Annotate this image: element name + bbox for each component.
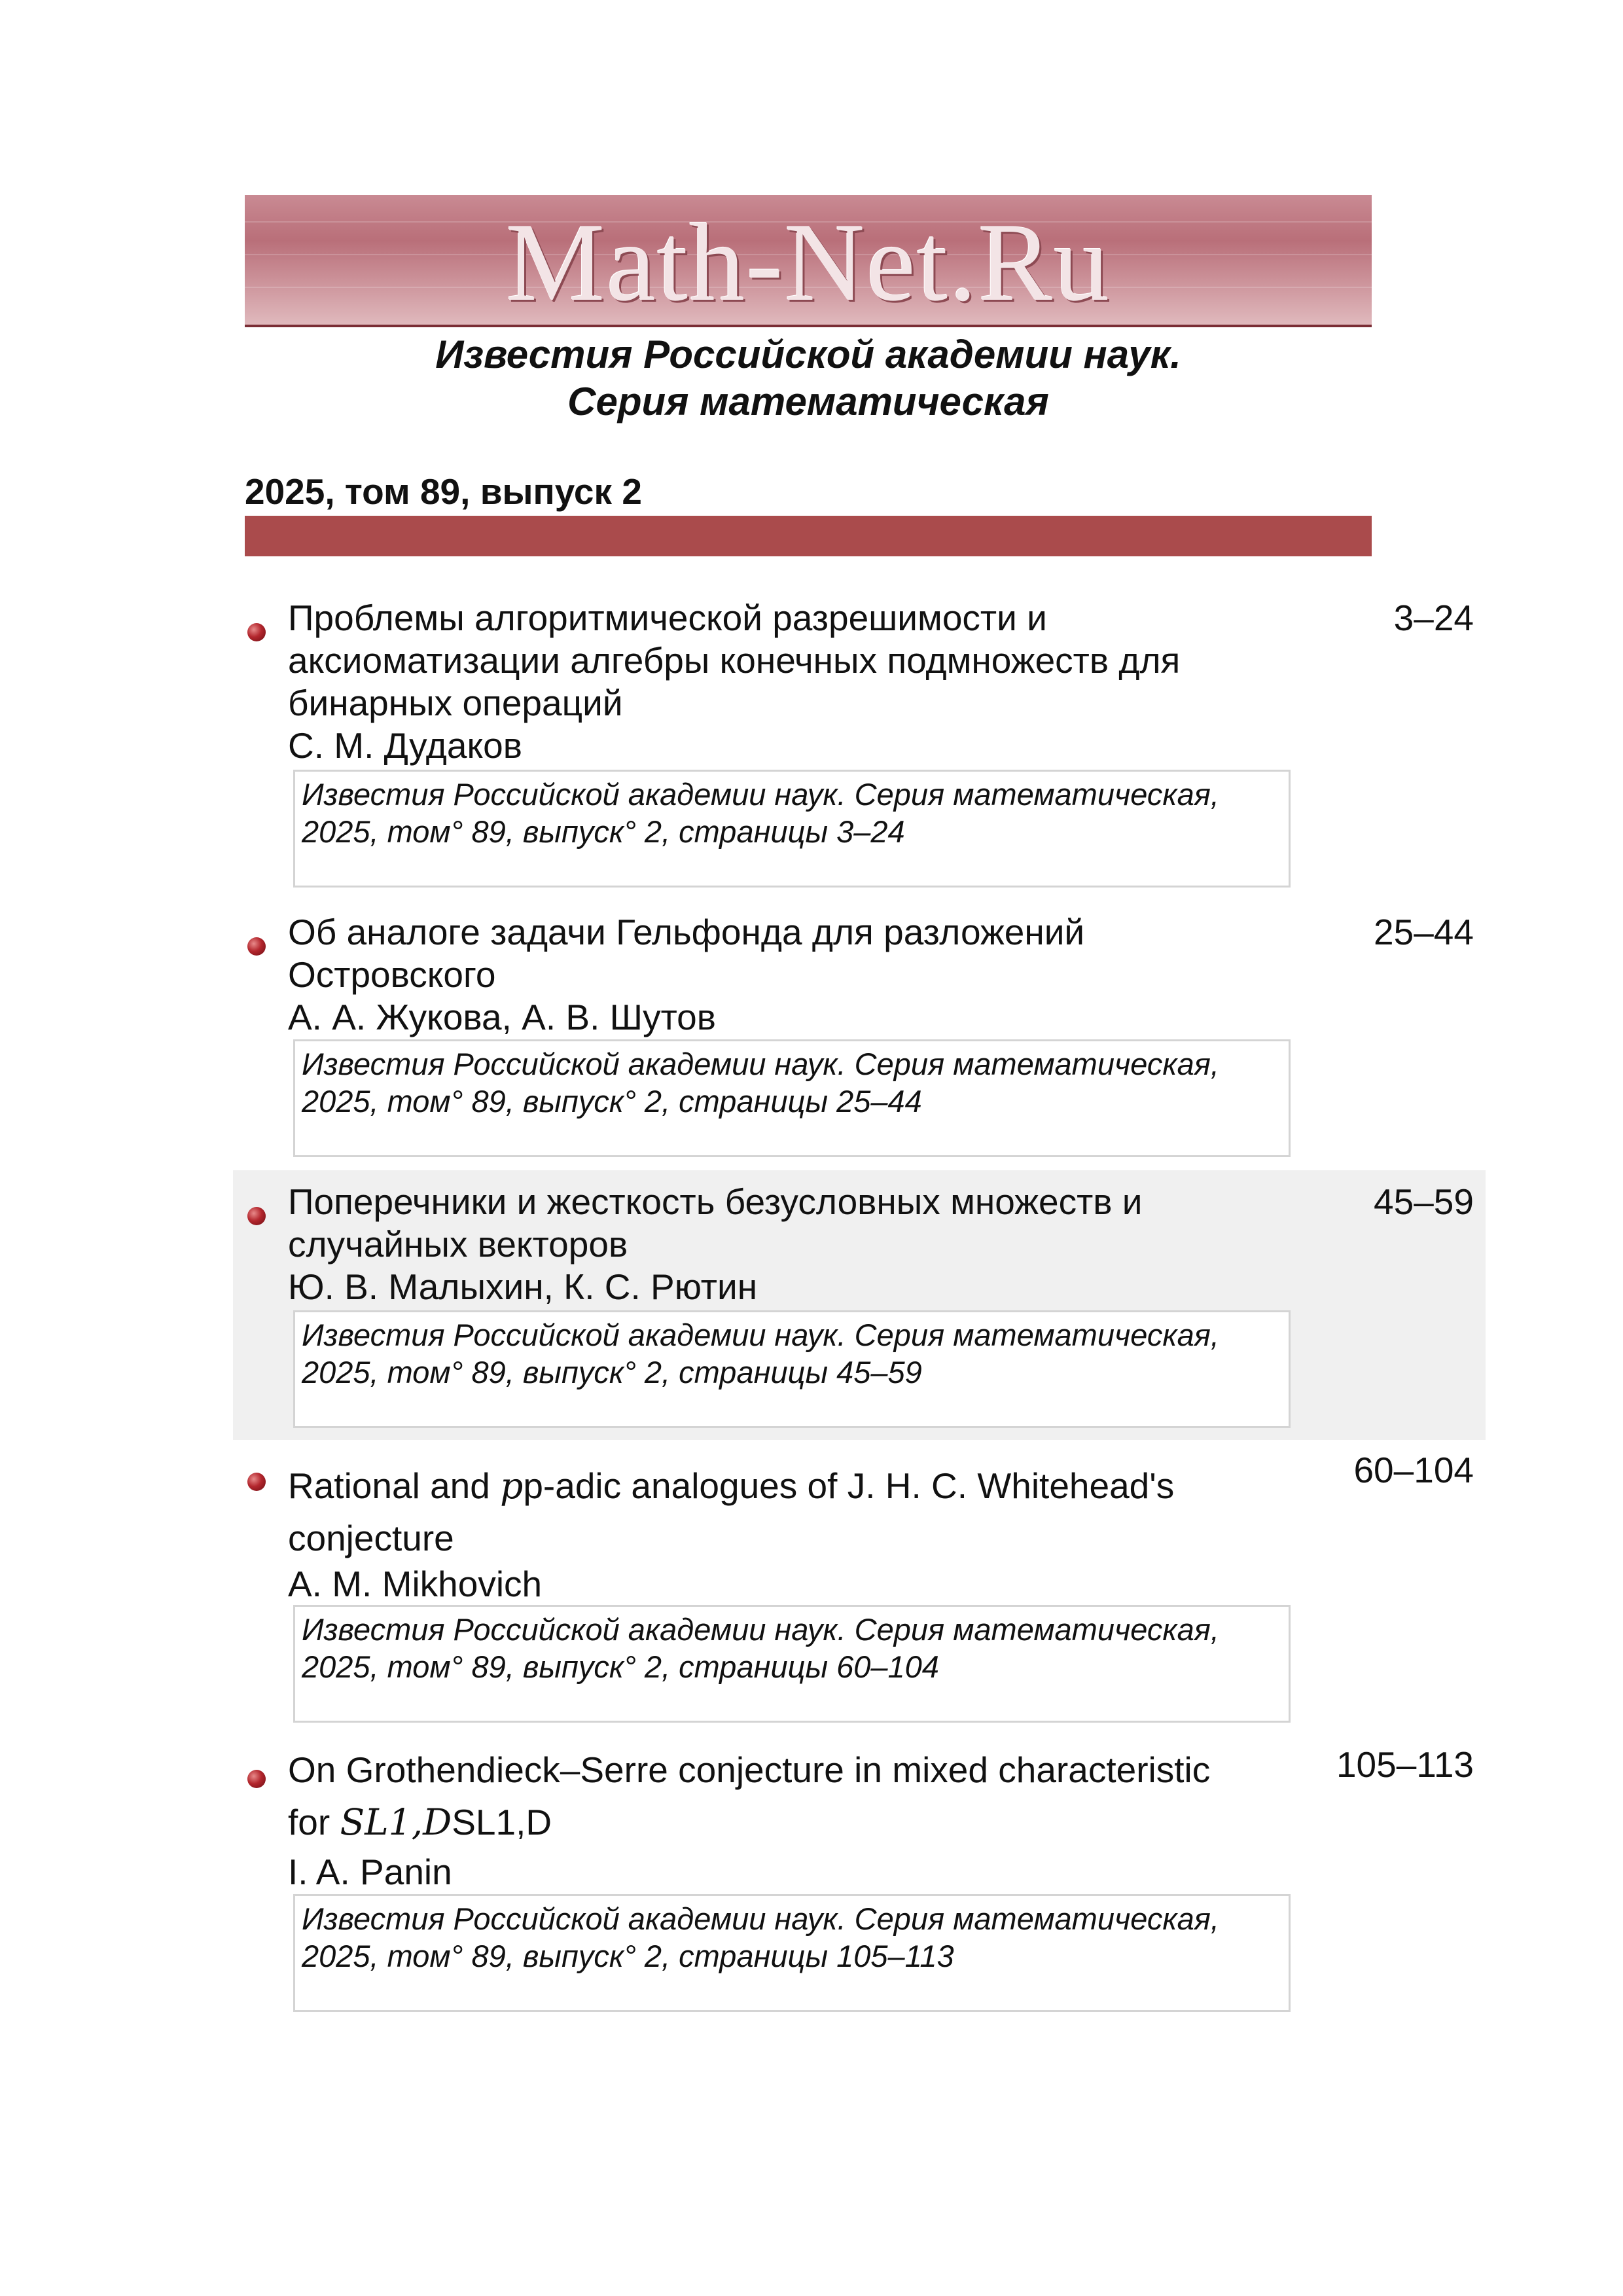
article-item — [233, 1446, 1486, 1734]
article-authors[interactable]: Ю. В. Малыхин, К. С. Рютин — [288, 1266, 758, 1307]
article-pages: 105–113 — [1336, 1744, 1474, 1785]
logo-text: Math-Net.Ru — [506, 201, 1111, 324]
article-title[interactable]: Поперечники и жесткость безусловных множеств и случайных векторов — [288, 1181, 1143, 1265]
article-pages: 45–59 — [1374, 1181, 1474, 1222]
journal-title-line2: Серия математическая — [567, 380, 1049, 423]
issue-divider-bar — [245, 516, 1372, 556]
article-pages: 3–24 — [1393, 598, 1474, 638]
article-title[interactable]: On Grothendieck–Serre conjecture in mixed characteristic for SL1,DSL1,D — [288, 1749, 1211, 1843]
citation-box: Известия Российской академии наук. Серия математическая, 2025, том° 89, выпуск° 2, страницы 45–59 — [293, 1310, 1291, 1428]
article-title[interactable]: Об аналоге задачи Гельфонда для разложений Островского — [288, 912, 1085, 995]
article-item — [233, 1741, 1486, 2036]
bullet-icon — [247, 1207, 266, 1225]
article-authors[interactable]: I. A. Panin — [288, 1852, 452, 1892]
issue-heading: 2025, том 89, выпуск 2 — [245, 471, 642, 512]
citation-box: Известия Российской академии наук. Серия математическая, 2025, том° 89, выпуск° 2, страницы 105–113 — [293, 1894, 1291, 2012]
bullet-icon — [247, 1473, 266, 1491]
citation-box: Известия Российской академии наук. Серия математическая, 2025, том° 89, выпуск° 2, страницы 60–104 — [293, 1605, 1291, 1723]
article-pages: 25–44 — [1374, 912, 1474, 952]
article-authors[interactable]: А. А. Жукова, А. В. Шутов — [288, 997, 716, 1037]
article-item — [233, 594, 1486, 902]
article-authors[interactable]: С. М. Дудаков — [288, 725, 522, 766]
journal-title-line1: Известия Российской академии наук. — [435, 332, 1181, 376]
bullet-icon — [247, 1770, 266, 1788]
article-pages: 60–104 — [1353, 1450, 1474, 1490]
article-title[interactable]: Проблемы алгоритмической разрешимости и аксиоматизации алгебры конечных подмножеств для бинарных операций — [288, 598, 1181, 723]
article-authors[interactable]: A. M. Mikhovich — [288, 1564, 543, 1604]
article-item-highlighted — [233, 1170, 1486, 1440]
math-net-banner-logo[interactable] — [245, 195, 1372, 327]
article-title[interactable]: Rational and pp-adic analogues of J. H. C. Whitehead's conjecture — [288, 1465, 1175, 1558]
citation-box: Известия Российской академии наук. Серия математическая, 2025, том° 89, выпуск° 2, страницы 25–44 — [293, 1039, 1291, 1157]
article-item — [233, 908, 1486, 1170]
bullet-icon — [247, 937, 266, 956]
citation-box: Известия Российской академии наук. Серия математическая, 2025, том° 89, выпуск° 2, страницы 3–24 — [293, 770, 1291, 888]
bullet-icon — [247, 623, 266, 641]
